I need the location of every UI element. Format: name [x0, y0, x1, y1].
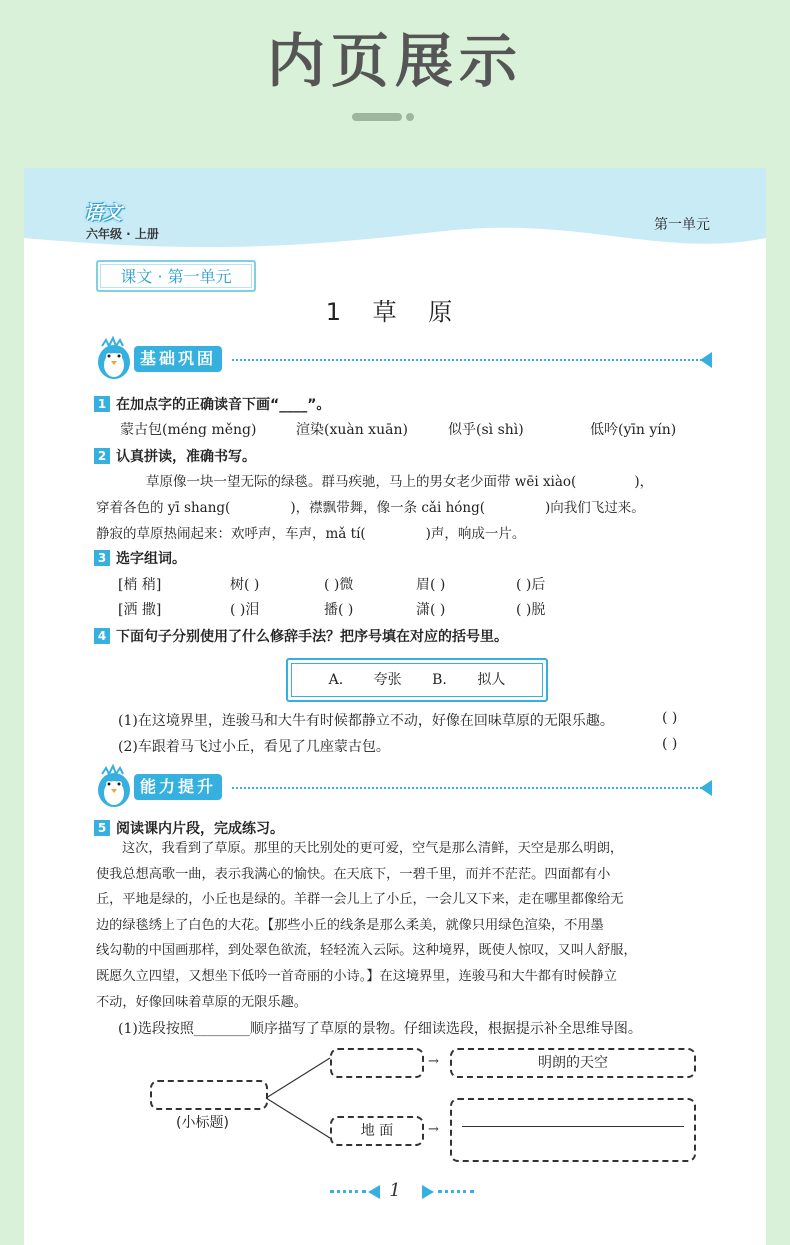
mindmap-ground-answer-box[interactable]: [450, 1098, 696, 1162]
question-number: 1: [94, 396, 110, 412]
word-blank[interactable]: 眉( ): [416, 577, 446, 593]
question-4: [94, 626, 508, 646]
sentence-1: (1)在这境界里，连骏马和大牛有时候都静立不动，好像在回味草原的无限乐趣。: [118, 713, 614, 729]
arrow-right-icon: →: [428, 1122, 439, 1137]
question-1: [94, 394, 330, 414]
mindmap-branch-lines: [264, 1053, 334, 1143]
page-arrow-right-icon: [422, 1185, 434, 1199]
reading-passage: 这次，我看到了草原。那里的天比别处的更可爱，空气是那么清鲜，天空是那么明朗， 使我总想高歌一曲，表示我满心的愉快。在天底下，一碧千里，而并不茫茫。四面都有小 丘，平地是绿的，小丘也是绿的。羊群一会儿上了小丘，一会儿又下来，走在哪里都像给无 边的绿毯绣上了白色的大花。【那些小丘的线条是那么柔美，就像只用绿色渲染，不用墨 线勾勒的中国画那样，到处翠色欲流，轻轻流入云际。这种境界，既使人惊叹，又叫人舒服， 既愿久立四望，又想坐下低吟一首奇丽的小诗。】在这境界里，连骏马和大牛都有时候静立 不动，好像回味着草原的无限乐趣。: [96, 841, 637, 1010]
question-2: [94, 446, 256, 466]
word-blank[interactable]: ( )后: [516, 577, 546, 593]
passage-line: 穿着各色的 yī shang( )，襟飘带舞，像一条 cǎi hóng( )向我们飞过来。: [96, 500, 645, 516]
sentence-2: (2)车跟着马飞过小丘，看见了几座蒙古包。: [118, 739, 390, 755]
word-blank[interactable]: ( )脱: [516, 602, 546, 618]
section-header-basic: [92, 336, 712, 380]
sub-question-1: (1)选段按照________顺序描写了草原的景物。仔细读选段，根据提示补全思维导图。: [118, 1021, 642, 1037]
book-page: [24, 168, 766, 1245]
word-blank[interactable]: ( )微: [324, 577, 354, 593]
passage-line: 草原像一块一望无际的绿毯。群马疾驰，马上的男女老少面带 wēi xiào( )，: [146, 474, 654, 490]
lesson-tag: 课文 · 第一单元: [96, 260, 256, 292]
pinyin-choice[interactable]: 低吟(yīn yín): [590, 422, 677, 438]
passage-line: 静寂的草原热闹起来：欢呼声，车声，mǎ tí( )声，响成一片。: [96, 526, 526, 542]
arrow-right-icon: →: [428, 1054, 439, 1069]
question-number: 3: [94, 550, 110, 566]
question-number: 2: [94, 448, 110, 464]
section-dotted-line: [232, 787, 702, 789]
question-number: 4: [94, 628, 110, 644]
mindmap-ground-box: 地 面: [330, 1116, 424, 1146]
section-header-advanced: [92, 764, 712, 808]
question-prompt: 在加点字的正确读音下画“____”。: [116, 397, 331, 413]
word-blank[interactable]: ( )泪: [230, 602, 260, 618]
mindmap-root-box[interactable]: [150, 1080, 268, 1110]
answer-line: [462, 1126, 684, 1127]
pinyin-choice[interactable]: 似乎(sì shì): [448, 422, 524, 438]
word-blank[interactable]: 潇( ): [416, 602, 446, 618]
question-3: [94, 548, 186, 568]
grade-label: 六年级 · 上册: [86, 227, 159, 241]
mindmap-sky-box: 明朗的天空: [450, 1048, 696, 1078]
section-dotted-line: [232, 359, 702, 361]
page-number: 1: [389, 1180, 401, 1201]
page-banner-title: 内页展示: [266, 27, 523, 95]
answer-blank[interactable]: ( ): [662, 736, 678, 752]
mindmap-root-caption: (小标题): [176, 1115, 229, 1131]
section-arrow-icon: [700, 352, 712, 368]
question-prompt: 阅读课内片段，完成练习。: [116, 821, 284, 837]
question-prompt: 认真拼读，准确书写。: [116, 449, 256, 465]
penguin-icon: [92, 336, 136, 380]
section-arrow-icon: [700, 780, 712, 796]
lesson-title: 1 草 原: [325, 298, 465, 326]
subject-logo: 语文: [84, 202, 123, 224]
word-blank[interactable]: 树( ): [230, 577, 260, 593]
question-prompt: 下面句子分别使用了什么修辞手法？把序号填在对应的括号里。: [116, 629, 508, 645]
section-label-basic: 基础巩固: [134, 346, 222, 372]
page-dots-decoration: [438, 1190, 474, 1193]
char-group-label: [梢 稍]: [118, 577, 162, 593]
question-5: [94, 818, 284, 838]
pinyin-choice[interactable]: 蒙古包(méng měng): [120, 422, 257, 438]
question-number: 5: [94, 820, 110, 836]
section-label-advanced: 能力提升: [134, 774, 222, 800]
question-prompt: 选字组词。: [116, 551, 186, 567]
options-box: A. 夸张 B. 拟人: [286, 658, 548, 702]
answer-blank[interactable]: ( ): [662, 710, 678, 726]
word-blank[interactable]: 播( ): [324, 602, 354, 618]
char-group-label: [洒 撒]: [118, 602, 162, 618]
banner-dot-decoration: [406, 113, 414, 121]
banner-dash-decoration: [352, 113, 402, 121]
mindmap-sky-category-box[interactable]: [330, 1048, 424, 1078]
penguin-icon: [92, 764, 136, 808]
pinyin-choice[interactable]: 渲染(xuàn xuān): [296, 422, 408, 438]
unit-label: 第一单元: [654, 217, 710, 233]
